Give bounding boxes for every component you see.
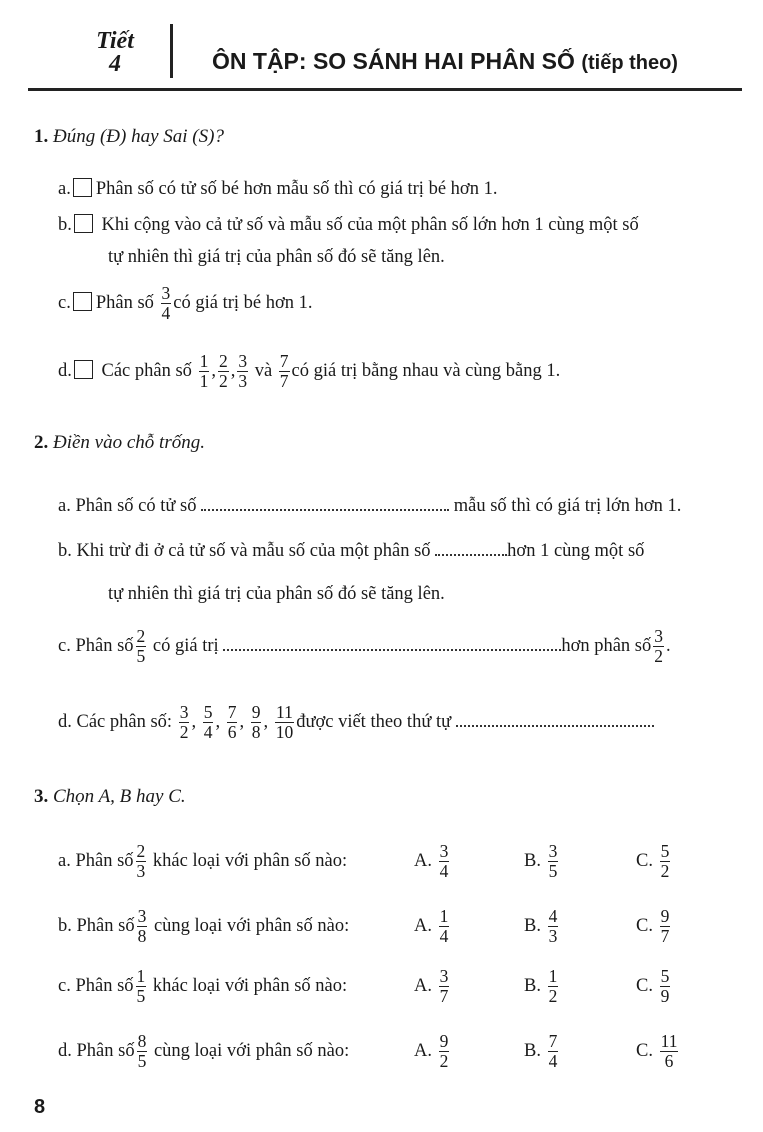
item-text: khác loại với phân số nào: <box>152 975 348 996</box>
page-title-suffix: (tiếp theo) <box>581 52 678 74</box>
item-text: Phân số <box>76 915 135 936</box>
item-text: cùng loại với phân số nào: <box>153 915 350 936</box>
ex1-item-d: d. Các phân số $\frac{1}{1}$ , $\frac{2}{2}$ , $\frac{3}{3}$ và $\frac{7}{7}$ có giá trị bằng nhau và cùng bằng 1. <box>58 351 561 391</box>
ex3-question <box>58 967 347 1006</box>
item-text: có giá trị <box>152 635 219 656</box>
ex2-title: Điền vào chỗ trống. <box>53 432 205 453</box>
item-text: Phân số <box>75 635 134 656</box>
answer-checkbox[interactable] <box>74 360 93 379</box>
item-label: c. <box>58 292 71 313</box>
item-label: b. <box>58 915 72 936</box>
ex2-item-b-line2: tự nhiên thì giá trị của phân số đó sẽ tăng lên. <box>108 584 445 604</box>
item-text: mẫu số thì có giá trị lớn hơn 1. <box>453 496 682 516</box>
option-c[interactable]: C. $\frac{5}{9}$ <box>636 966 670 1006</box>
option-a[interactable]: A. $\frac{1}{4}$ <box>414 906 449 946</box>
item-label: b. <box>58 215 72 235</box>
item-text: Phân số có tử số bé hơn mẫu số thì có giá trị bé hơn 1. <box>95 179 498 199</box>
option-b[interactable]: B. $\frac{4}{3}$ <box>524 906 558 946</box>
fraction: $\frac{11}{10}$ <box>275 702 294 742</box>
ex3-question <box>58 1032 349 1071</box>
item-text: có giá trị bé hơn 1. <box>173 292 313 313</box>
item-text: khác loại với phân số nào: <box>152 850 348 871</box>
lesson-label-word: Tiết <box>96 28 134 54</box>
item-text: Phân số có tử số <box>75 496 197 516</box>
ex2-item-c: c. Phân số $\frac{2}{5}$ có giá trị hơn phân số $\frac{3}{2}$ . <box>58 626 671 666</box>
answer-checkbox[interactable] <box>73 178 92 197</box>
item-label: a. <box>58 496 71 516</box>
option-c[interactable]: C. $\frac{9}{7}$ <box>636 906 670 946</box>
fraction: $\frac{3}{8}$ <box>137 906 147 946</box>
fill-blank[interactable] <box>435 540 507 556</box>
item-text: cùng loại với phân số nào: <box>153 1040 350 1061</box>
item-text: Phân số <box>95 292 154 313</box>
ex2-item-d: d. Các phân số: $\frac{3}{2}$ , $\frac{5}{4}$ , $\frac{7}{6}$ , $\frac{9}{8}$ , $\frac{11}{10}$ được viết theo thứ tự <box>58 703 654 742</box>
fill-blank[interactable] <box>201 495 449 511</box>
ex2-number: 2. <box>34 432 49 453</box>
item-text: hơn phân số <box>561 635 652 656</box>
fraction: $\frac{1}{2}$ <box>548 966 558 1006</box>
fraction: $\frac{9}{2}$ <box>439 1031 449 1071</box>
ex1-heading <box>34 126 224 148</box>
option-a[interactable]: A. $\frac{9}{2}$ <box>414 1031 449 1071</box>
page-title-main: ÔN TẬP: SO SÁNH HAI PHÂN SỐ <box>212 48 575 74</box>
ex1-item-c <box>58 284 313 323</box>
fill-blank[interactable] <box>223 635 561 651</box>
item-label: d. <box>58 711 72 732</box>
fraction: $\frac{8}{5}$ <box>137 1031 147 1071</box>
item-text: hơn 1 cùng một số <box>507 541 645 561</box>
option-b[interactable]: B. $\frac{1}{2}$ <box>524 966 558 1006</box>
fraction: $\frac{5}{4}$ <box>203 702 213 742</box>
answer-checkbox[interactable] <box>74 214 93 233</box>
option-a[interactable]: A. $\frac{3}{4}$ <box>414 841 449 881</box>
fraction: $\frac{3}{4}$ <box>161 283 171 323</box>
item-label: d. <box>58 360 72 381</box>
ex1-title: Đúng (Đ) hay Sai (S)? <box>53 126 224 147</box>
fraction: $\frac{3}{4}$ <box>439 841 449 881</box>
item-label: a. <box>58 850 71 871</box>
lesson-label-number: 4 <box>109 51 121 77</box>
option-c[interactable]: C. $\frac{11}{6}$ <box>636 1031 678 1071</box>
item-text: Các phân số: <box>76 711 173 732</box>
ex1-number: 1. <box>34 126 49 147</box>
option-a[interactable]: A. $\frac{3}{7}$ <box>414 966 449 1006</box>
fraction: $\frac{5}{9}$ <box>660 966 670 1006</box>
answer-checkbox[interactable] <box>73 292 92 311</box>
item-text: có giá trị bằng nhau và cùng bằng 1. <box>291 360 561 381</box>
fraction: $\frac{3}{7}$ <box>439 966 449 1006</box>
fraction: $\frac{3}{5}$ <box>548 841 558 881</box>
header-rule <box>28 88 742 91</box>
ex3-number: 3. <box>34 786 49 807</box>
option-b[interactable]: B. $\frac{3}{5}$ <box>524 841 558 881</box>
ex3-question <box>58 842 347 881</box>
ex1-item-b-line2: tự nhiên thì giá trị của phân số đó sẽ tăng lên. <box>108 247 445 267</box>
fraction: $\frac{7}{4}$ <box>548 1031 558 1071</box>
item-text: Khi cộng vào cả tử số và mẫu số của một phân số lớn hơn 1 cùng một số <box>101 215 639 235</box>
fraction: $\frac{1}{1}$ <box>199 351 209 391</box>
fraction: $\frac{11}{6}$ <box>660 1031 678 1071</box>
ex1-item-a <box>58 177 497 201</box>
fraction: $\frac{9}{8}$ <box>251 702 261 742</box>
item-text: Phân số <box>75 850 134 871</box>
option-c[interactable]: C. $\frac{5}{2}$ <box>636 841 670 881</box>
item-label: d. <box>58 1040 72 1061</box>
header-divider <box>170 24 173 78</box>
fraction: $\frac{2}{5}$ <box>136 626 146 666</box>
ex1-item-b <box>58 213 639 237</box>
fraction: $\frac{7}{6}$ <box>227 702 237 742</box>
item-text: được viết theo thứ tự <box>296 711 452 732</box>
fill-blank[interactable] <box>456 711 654 727</box>
page-title <box>212 48 678 75</box>
item-text: Phân số <box>76 1040 135 1061</box>
page-number: 8 <box>34 1096 46 1118</box>
item-label: a. <box>58 179 71 199</box>
item-text: Các phân số <box>101 360 192 381</box>
fraction: $\frac{2}{3}$ <box>136 841 146 881</box>
ex2-heading <box>34 432 205 454</box>
fraction: $\frac{2}{2}$ <box>218 351 228 391</box>
fraction: $\frac{4}{3}$ <box>548 906 558 946</box>
item-label: c. <box>58 635 71 656</box>
fraction: $\frac{1}{4}$ <box>439 906 449 946</box>
item-text: và <box>254 360 273 381</box>
ex3-title: Chọn A, B hay C. <box>53 786 186 807</box>
lesson-label <box>82 28 148 78</box>
fraction: $\frac{9}{7}$ <box>660 906 670 946</box>
ex2-item-b <box>58 539 644 563</box>
ex2-item-a <box>58 494 681 518</box>
ex3-question <box>58 907 349 946</box>
fraction: $\frac{3}{2}$ <box>654 626 664 666</box>
fraction: $\frac{3}{3}$ <box>238 351 248 391</box>
fraction: $\frac{1}{5}$ <box>136 966 146 1006</box>
fraction: $\frac{5}{2}$ <box>660 841 670 881</box>
fraction: $\frac{3}{2}$ <box>179 702 189 742</box>
ex3-heading <box>34 786 186 808</box>
item-text: Khi trừ đi ở cả tử số và mẫu số của một phân số <box>76 541 431 561</box>
fraction: $\frac{7}{7}$ <box>279 351 289 391</box>
item-text: Phân số <box>75 975 134 996</box>
item-label: c. <box>58 975 71 996</box>
item-label: b. <box>58 541 72 561</box>
option-b[interactable]: B. $\frac{7}{4}$ <box>524 1031 558 1071</box>
